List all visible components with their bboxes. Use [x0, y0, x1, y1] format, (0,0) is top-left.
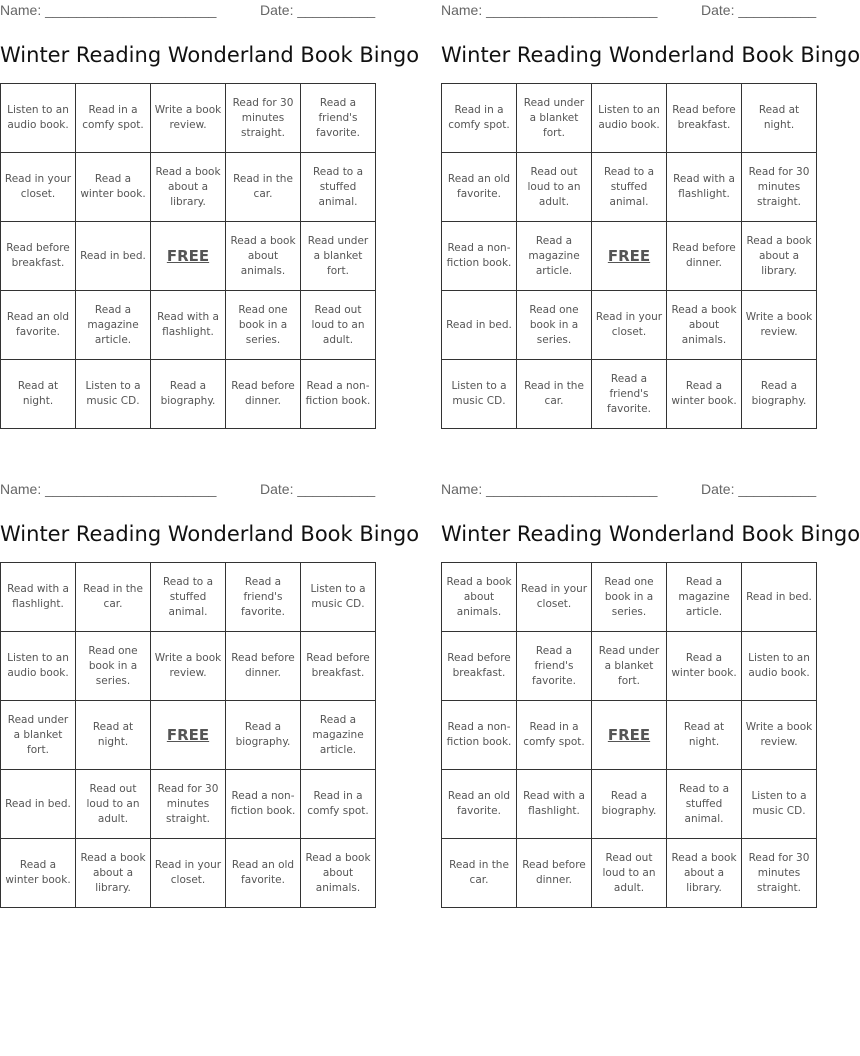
- date-field-label: Date: __________: [260, 481, 376, 497]
- bingo-cell: Read before dinner.: [226, 632, 301, 701]
- bingo-cell: Read before dinner.: [517, 839, 592, 908]
- bingo-cell: Read in bed.: [1, 770, 76, 839]
- bingo-cell: Read under a blanket fort.: [517, 84, 592, 153]
- bingo-cell: Read with a flashlight.: [667, 153, 742, 222]
- bingo-cell: Read to a stuffed animal.: [301, 153, 376, 222]
- bingo-cell: Read a biography.: [226, 701, 301, 770]
- bingo-cell: Read a biography.: [151, 360, 226, 429]
- bingo-row: [1, 839, 376, 908]
- name-field-label: Name: ______________________: [0, 2, 217, 18]
- card-title: Winter Reading Wonderland Book Bingo: [441, 522, 860, 546]
- bingo-cell: Read in your closet.: [1, 153, 76, 222]
- bingo-cell: Read with a flashlight.: [1, 563, 76, 632]
- bingo-cell: Read with a flashlight.: [151, 291, 226, 360]
- bingo-cell: Read for 30 minutes straight.: [226, 84, 301, 153]
- bingo-cell: Read a non-fiction book.: [442, 222, 517, 291]
- bingo-cell: Read a winter book.: [667, 632, 742, 701]
- bingo-cell: Read in your closet.: [592, 291, 667, 360]
- bingo-cell: Read to a stuffed animal.: [592, 153, 667, 222]
- bingo-cell: Write a book review.: [151, 84, 226, 153]
- bingo-cell: Read out loud to an adult.: [301, 291, 376, 360]
- bingo-row: [1, 291, 376, 360]
- bingo-cell: Read a book about animals.: [301, 839, 376, 908]
- bingo-cell: Read in a comfy spot.: [76, 84, 151, 153]
- bingo-cell: Read a non-fiction book.: [226, 770, 301, 839]
- bingo-grid: [441, 562, 817, 908]
- bingo-card: [0, 479, 420, 894]
- bingo-cell: Read before breakfast.: [667, 84, 742, 153]
- bingo-row: [1, 563, 376, 632]
- bingo-cell: Read in bed.: [742, 563, 817, 632]
- bingo-cell: Read a book about a library.: [151, 153, 226, 222]
- bingo-cell: Listen to a music CD.: [76, 360, 151, 429]
- bingo-cell: Read one book in a series.: [592, 563, 667, 632]
- bingo-cell: Listen to a music CD.: [442, 360, 517, 429]
- bingo-cell: Read an old favorite.: [442, 770, 517, 839]
- bingo-cell: Read one book in a series.: [76, 632, 151, 701]
- bingo-row: [442, 360, 817, 429]
- bingo-cell: Read a friend's favorite.: [517, 632, 592, 701]
- bingo-cell: Read a book about a library.: [76, 839, 151, 908]
- bingo-cell: Read out loud to an adult.: [517, 153, 592, 222]
- bingo-row: [442, 770, 817, 839]
- bingo-cell: Listen to a music CD.: [301, 563, 376, 632]
- bingo-cell: Read in the car.: [442, 839, 517, 908]
- name-field-label: Name: ______________________: [0, 481, 217, 497]
- bingo-cell: Write a book review.: [742, 291, 817, 360]
- bingo-cell: Read in bed.: [76, 222, 151, 291]
- free-space-cell: FREE: [592, 222, 667, 291]
- bingo-cell: Read a non-fiction book.: [301, 360, 376, 429]
- bingo-cell: Read a magazine article.: [76, 291, 151, 360]
- bingo-card: [441, 0, 860, 415]
- bingo-cell: Listen to an audio book.: [742, 632, 817, 701]
- bingo-cell: Read a friend's favorite.: [592, 360, 667, 429]
- name-date-row: [441, 479, 816, 501]
- card-title: Winter Reading Wonderland Book Bingo: [0, 522, 420, 546]
- bingo-row: [1, 632, 376, 701]
- bingo-cell: Read at night.: [76, 701, 151, 770]
- bingo-cell: Read at night.: [667, 701, 742, 770]
- bingo-cell: Read a magazine article.: [517, 222, 592, 291]
- bingo-cell: Read at night.: [742, 84, 817, 153]
- bingo-cell: Read a friend's favorite.: [226, 563, 301, 632]
- bingo-row: [1, 360, 376, 429]
- bingo-row: [442, 291, 817, 360]
- bingo-cell: Listen to an audio book.: [592, 84, 667, 153]
- bingo-cell: Write a book review.: [151, 632, 226, 701]
- bingo-grid: [0, 83, 376, 429]
- name-date-row: [441, 0, 816, 22]
- bingo-cell: Read out loud to an adult.: [592, 839, 667, 908]
- bingo-grid: [0, 562, 376, 908]
- bingo-cell: Read a book about animals.: [226, 222, 301, 291]
- bingo-cell: Write a book review.: [742, 701, 817, 770]
- bingo-row: [1, 222, 376, 291]
- bingo-cell: Read a biography.: [592, 770, 667, 839]
- bingo-cell: Read with a flashlight.: [517, 770, 592, 839]
- bingo-row: [442, 222, 817, 291]
- bingo-cell: Read a magazine article.: [301, 701, 376, 770]
- bingo-cell: Read before dinner.: [667, 222, 742, 291]
- bingo-cell: Read one book in a series.: [226, 291, 301, 360]
- bingo-cell: Read an old favorite.: [226, 839, 301, 908]
- bingo-cell: Read in a comfy spot.: [442, 84, 517, 153]
- bingo-cell: Read a book about animals.: [442, 563, 517, 632]
- bingo-cell: Read out loud to an adult.: [76, 770, 151, 839]
- bingo-cell: Read in bed.: [442, 291, 517, 360]
- card-title: Winter Reading Wonderland Book Bingo: [441, 43, 860, 67]
- card-title: Winter Reading Wonderland Book Bingo: [0, 43, 420, 67]
- bingo-grid: [441, 83, 817, 429]
- bingo-cell: Read before breakfast.: [301, 632, 376, 701]
- bingo-cell: Read a winter book.: [1, 839, 76, 908]
- bingo-row: [442, 153, 817, 222]
- bingo-card: [441, 479, 860, 894]
- bingo-row: [442, 632, 817, 701]
- bingo-cell: Read to a stuffed animal.: [151, 563, 226, 632]
- bingo-cell: Read a winter book.: [667, 360, 742, 429]
- bingo-cell: Read in your closet.: [151, 839, 226, 908]
- bingo-cell: Read under a blanket fort.: [1, 701, 76, 770]
- bingo-cell: Read before breakfast.: [442, 632, 517, 701]
- bingo-cell: Read in a comfy spot.: [301, 770, 376, 839]
- bingo-cell: Read in a comfy spot.: [517, 701, 592, 770]
- bingo-cell: Read in the car.: [226, 153, 301, 222]
- bingo-cell: Read a book about animals.: [667, 291, 742, 360]
- bingo-row: [442, 839, 817, 908]
- bingo-cell: Read under a blanket fort.: [301, 222, 376, 291]
- bingo-row: [442, 563, 817, 632]
- bingo-cell: Read a non-fiction book.: [442, 701, 517, 770]
- bingo-cell: Listen to an audio book.: [1, 84, 76, 153]
- name-field-label: Name: ______________________: [441, 481, 658, 497]
- bingo-row: [1, 84, 376, 153]
- bingo-cell: Read in the car.: [517, 360, 592, 429]
- bingo-cell: Listen to an audio book.: [1, 632, 76, 701]
- free-space-cell: FREE: [151, 701, 226, 770]
- free-space-cell: FREE: [151, 222, 226, 291]
- bingo-row: [442, 84, 817, 153]
- name-date-row: [0, 479, 375, 501]
- free-space-cell: FREE: [592, 701, 667, 770]
- bingo-row: [1, 153, 376, 222]
- name-field-label: Name: ______________________: [441, 2, 658, 18]
- bingo-cell: Read a winter book.: [76, 153, 151, 222]
- bingo-cell: Read a magazine article.: [667, 563, 742, 632]
- date-field-label: Date: __________: [701, 2, 817, 18]
- bingo-cell: Listen to a music CD.: [742, 770, 817, 839]
- bingo-cell: Read for 30 minutes straight.: [742, 839, 817, 908]
- bingo-cell: Read an old favorite.: [442, 153, 517, 222]
- bingo-row: [442, 701, 817, 770]
- bingo-cell: Read an old favorite.: [1, 291, 76, 360]
- bingo-card: [0, 0, 420, 407]
- bingo-cell: Read before dinner.: [226, 360, 301, 429]
- bingo-cell: Read a book about a library.: [667, 839, 742, 908]
- bingo-cell: Read under a blanket fort.: [592, 632, 667, 701]
- bingo-cell: Read in your closet.: [517, 563, 592, 632]
- bingo-cell: Read for 30 minutes straight.: [151, 770, 226, 839]
- bingo-cell: Read to a stuffed animal.: [667, 770, 742, 839]
- bingo-cell: Read a biography.: [742, 360, 817, 429]
- bingo-cell: Read before breakfast.: [1, 222, 76, 291]
- date-field-label: Date: __________: [701, 481, 817, 497]
- bingo-cell: Read in the car.: [76, 563, 151, 632]
- name-date-row: [0, 0, 375, 22]
- bingo-cell: Read one book in a series.: [517, 291, 592, 360]
- bingo-row: [1, 701, 376, 770]
- bingo-row: [1, 770, 376, 839]
- bingo-cell: Read at night.: [1, 360, 76, 429]
- bingo-cell: Read for 30 minutes straight.: [742, 153, 817, 222]
- date-field-label: Date: __________: [260, 2, 376, 18]
- bingo-cell: Read a book about a library.: [742, 222, 817, 291]
- bingo-cell: Read a friend's favorite.: [301, 84, 376, 153]
